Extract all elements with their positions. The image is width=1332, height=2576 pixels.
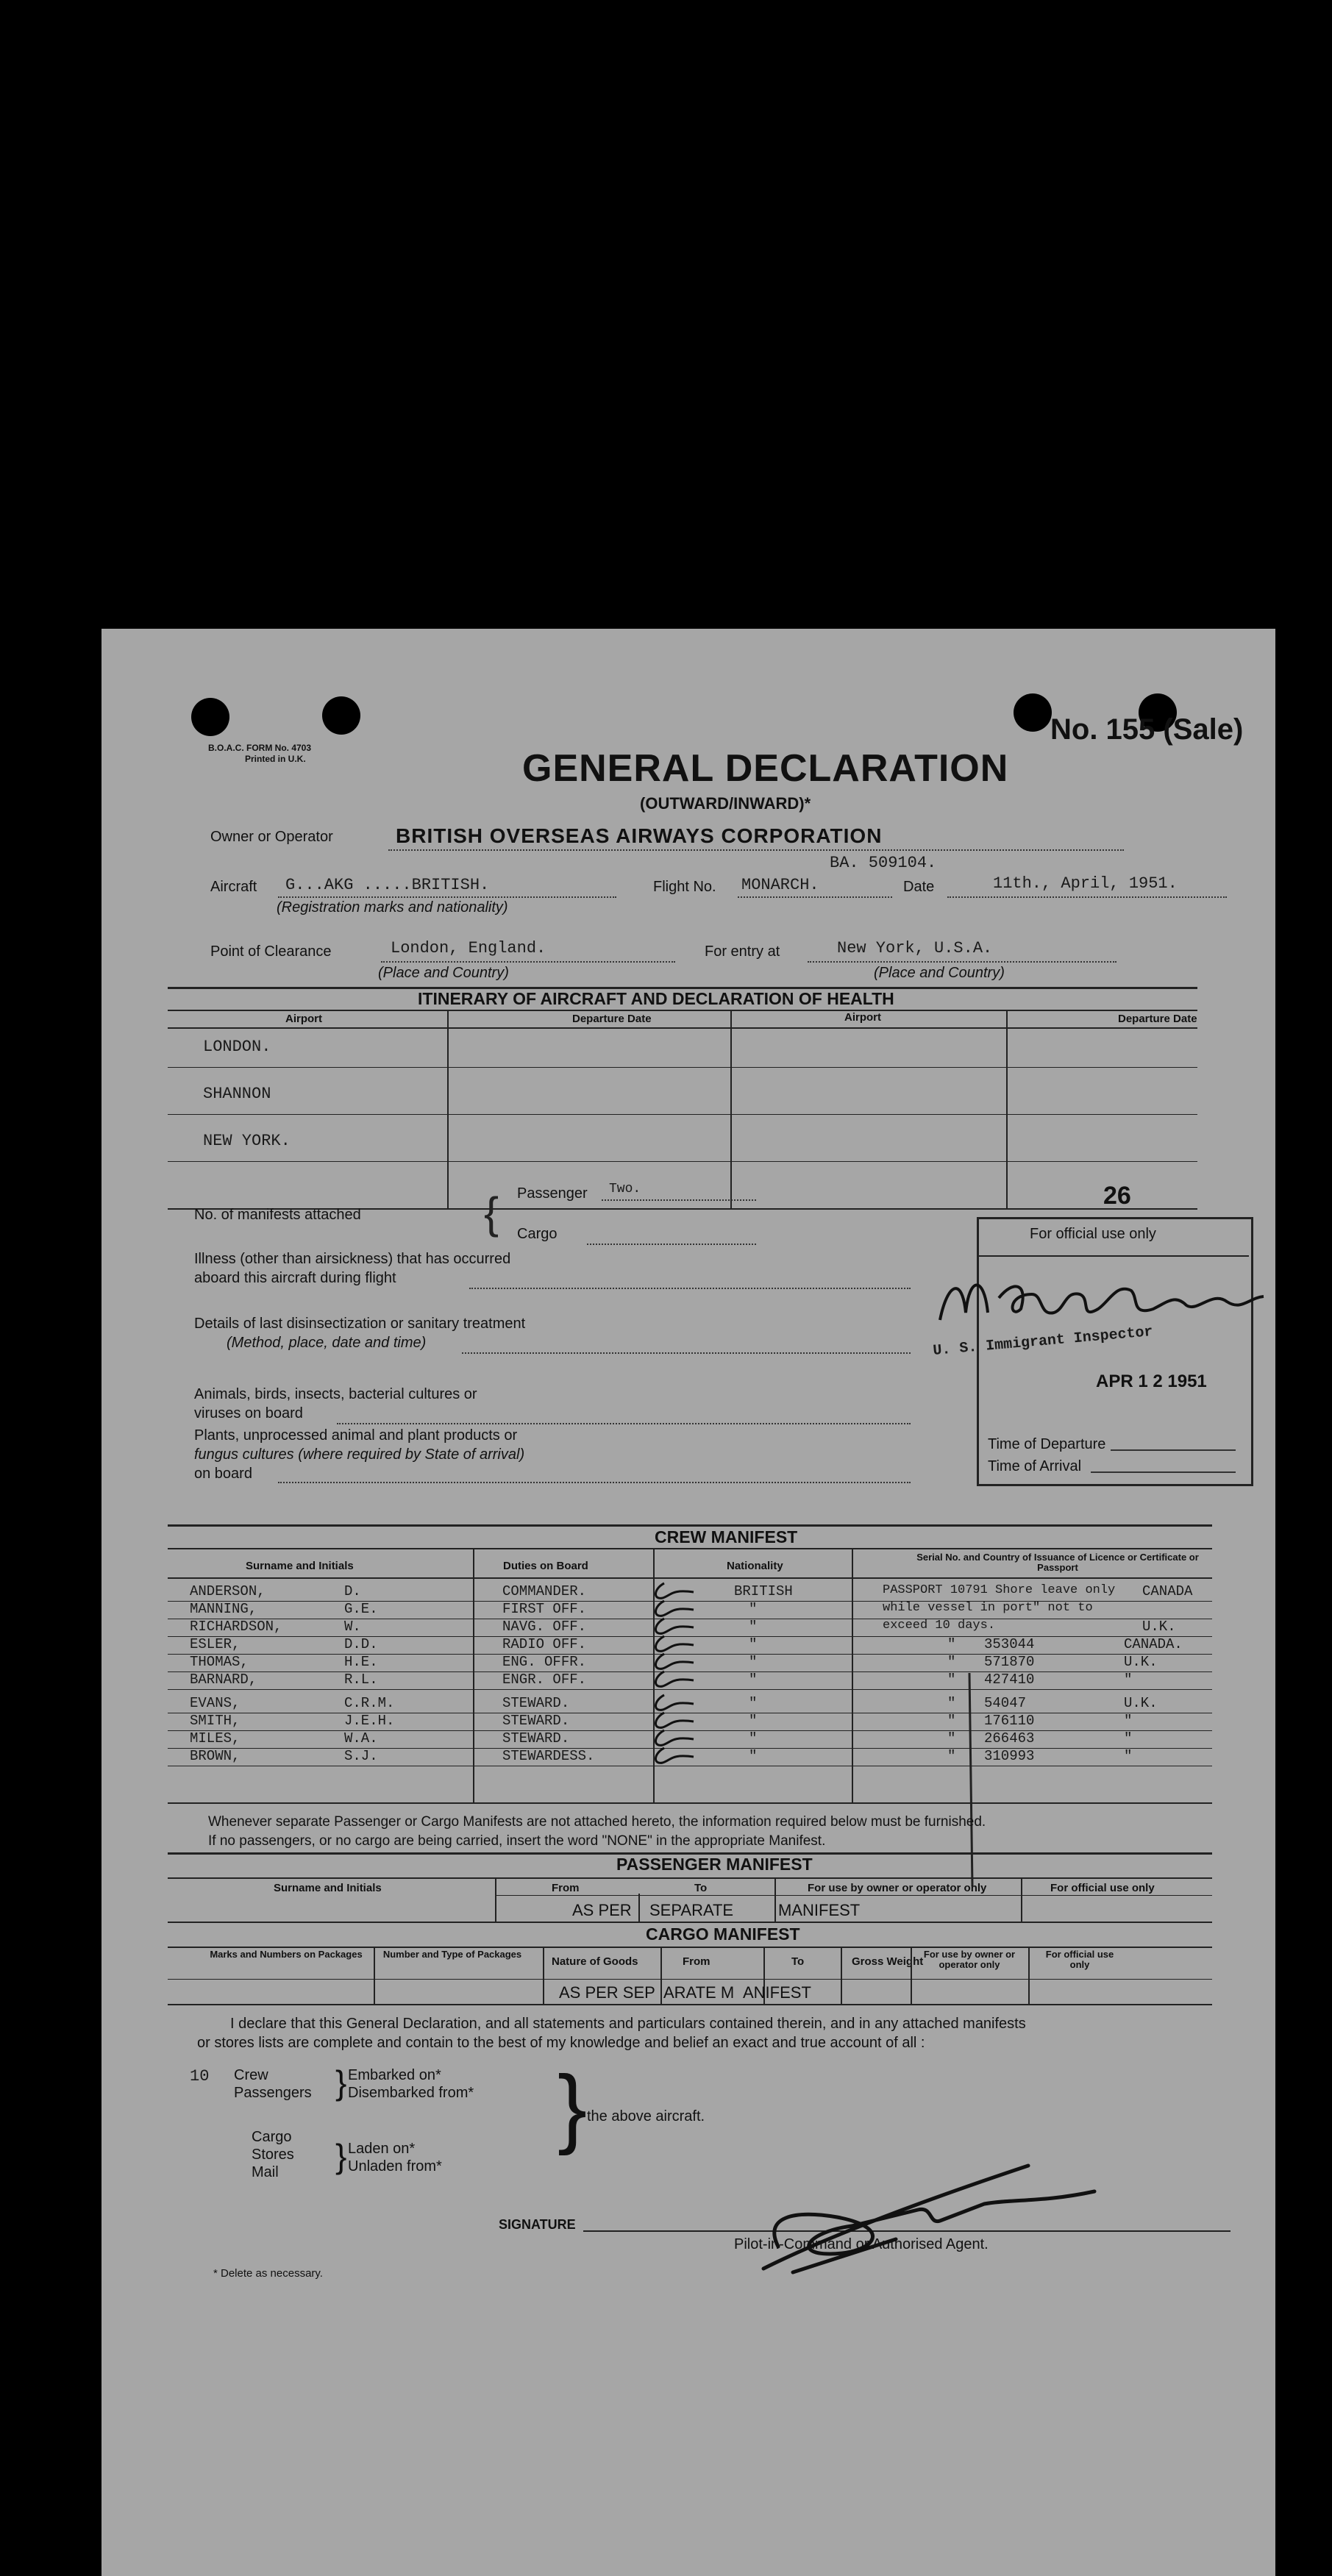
- plants-label: fungus cultures (where required by State of arrival): [194, 1446, 525, 1463]
- arrival-label: Time of Arrival: [988, 1458, 1082, 1474]
- cargo-header: To: [791, 1955, 805, 1968]
- cargo-header: From: [683, 1955, 710, 1968]
- cargo-row-cell: AS PER SEP: [559, 1983, 655, 2002]
- form-number: No. 155 (Sale): [1050, 713, 1244, 746]
- laden-label: Laden on*: [348, 2141, 416, 2157]
- crew-cell-initials: D.: [344, 1583, 361, 1599]
- itinerary-airport: LONDON.: [203, 1038, 271, 1056]
- passenger-manifest-title: PASSENGER MANIFEST: [616, 1855, 813, 1874]
- passenger-label: Passenger: [517, 1185, 588, 1202]
- passenger-row-cell: MANIFEST: [778, 1901, 861, 1919]
- ditto-mark: ": [947, 1654, 956, 1670]
- cargo-header: Gross Weight: [852, 1955, 924, 1968]
- crew-cell-nat: ": [749, 1713, 758, 1729]
- above-aircraft: the above aircraft.: [587, 2108, 705, 2124]
- illness-label: Illness (other than airsickness) that has occurred: [194, 1251, 511, 1267]
- cargo-header: For use by owner or operator only: [923, 1949, 1016, 1970]
- cargo-word: Cargo: [252, 2129, 292, 2145]
- crew-cell-surname: MILES,: [190, 1730, 241, 1747]
- crew-cell-country: CANADA.: [1124, 1636, 1183, 1652]
- cargo-header: For official use only: [1045, 1949, 1114, 1970]
- crew-cell-nat: ": [749, 1695, 758, 1711]
- crew-cell-country: ": [1124, 1748, 1133, 1764]
- cargo-header: Number and Type of Packages: [382, 1949, 522, 1960]
- check-mark-icon: [649, 1747, 701, 1769]
- punch-hole: [322, 696, 360, 735]
- passenger-header: To: [694, 1882, 708, 1894]
- clearance-sub: (Place and Country): [378, 965, 509, 981]
- crew-title: CREW MANIFEST: [655, 1527, 798, 1546]
- entry-sub: (Place and Country): [874, 965, 1005, 981]
- disinsect-label: Details of last disinsectization or sanitary treatment: [194, 1316, 526, 1332]
- crew-cell-country: U.K.: [1142, 1619, 1176, 1635]
- ditto-mark: ": [947, 1695, 956, 1711]
- passenger-header: From: [552, 1882, 580, 1894]
- crew-cell-surname: RICHARDSON,: [190, 1619, 282, 1635]
- crew-cell-serial: 176110: [984, 1713, 1035, 1729]
- crew-cell-serial: 310993: [984, 1748, 1035, 1764]
- entry-value: New York, U.S.A.: [837, 939, 993, 957]
- document-title: GENERAL DECLARATION: [522, 747, 1009, 790]
- crew-cell-surname: SMITH,: [190, 1713, 241, 1729]
- crew-cell-nat: ": [749, 1654, 758, 1670]
- passengers-word: Passengers: [234, 2085, 312, 2101]
- pilot-label: Pilot-in-Command or Authorised Agent.: [734, 2236, 989, 2252]
- crew-header: Surname and Initials: [246, 1560, 354, 1572]
- official-title: For official use only: [1030, 1226, 1156, 1242]
- crew-cell-initials: R.L.: [344, 1671, 378, 1688]
- number-26: 26: [1103, 1182, 1131, 1210]
- plants-label: Plants, unprocessed animal and plant products or: [194, 1427, 518, 1444]
- owner-label: Owner or Operator: [210, 829, 333, 845]
- crew-cell-nat: ": [749, 1601, 758, 1617]
- itinerary-airport: SHANNON: [203, 1085, 271, 1103]
- crew-header: Nationality: [727, 1560, 783, 1572]
- crew-cell-surname: EVANS,: [190, 1695, 241, 1711]
- document-page: B.O.A.C. FORM No. 4703 Printed in U.K. No. 155 (Sale) GENERAL DECLARATION (OUTWARD/INWARD)* Owner or Operator BRITISH OVERSEAS AIRWAYS CORPORATION Aircraft G...AKG .....BRITISH. (Registration marks and nationality) Flight No. BA. 509104. MONARCH. Date 11th., April, 1951. Point of Clearance London, England. (Place and Country) For entry at New York, U.S.A. (Place and Country) ITINERARY OF AIRCRAFT AND DECLARATION OF HEALTH Airport Departure Date Airport Departure Date LONDON. SHANNON NEW YORK. No. of manifests attached { Passenger Two. Cargo 26 Illness (other than airsickness) that has occurred aboard this aircraft during flight Details of last disinsectization or sanitary treatment (Method, place, date and time) Animals, birds, insects, bacterial cultures or viruses on board Plants, unprocessed animal and plant products or fungus cultures (where required by State of arrival) on board For official use only U. S. Immigrant Inspector APR 1 2 1951 Time of Departure Time of Arrival CREW MANIFEST Surname and Initials Duties on Board Nationality Serial No. and Country of Issuance of Licence or Certificate or Passport ANDERSON, D. COMMANDER. BRITISH PASSPORT 10791 Shore leave only CANADA MANNING, G.E. FIRST OFF. " while vessel in port" not to RICHARDSON, W. NAVG. OFF. " exceed 10 days. U.K. ESLER, D.D. RADIO OFF. " 353044 CANADA. " THOMAS, H.E. ENG. OFFR. " 571870 U.K. " BARNARD, R.L. ENGR. OFF. " 427410 " " EVANS, C.R.M. STEWARD. " 54047 U.K. " SMITH, J.E.H. STEWARD. " 176110 " " MILES, W.A. STEWARD. " 266463 " " BROWN, S.J. STEWARDESS. " 310993 " " Whenever separate Passenger or Cargo Manifests are not attached hereto, the information required below must be furnished. If no passengers, or no cargo are being carried, insert the word "NONE" in the appropriate Manifest. PASSENGER MANIFEST Surname and Initials From To For use by owner or operator only For official use only AS PER SEPARATE MANIFEST CARGO MANIFEST Marks and Numbers on Packages Number and Type of Packages Nature of Goods From To Gross Weight For use by owner or operator only For official use only AS PER SEP ARATE M ANIFEST I declare that this General Declaration, and all statements and particulars contained therein, and in any attached manifests or stores lists are complete and contain to the best of my knowledge and belief an exact and true account of all : 10 Crew Passengers } Embarked on* Disembarked from* Cargo Stores Mail } Laden on* Unladen from* } the above aircraft. SIGNATURE Pilot-in-Command or Authorised Agent. * Delete as necessary.: [101, 629, 1275, 2576]
- crew-cell-country: ": [1124, 1730, 1133, 1747]
- plants-label: on board: [194, 1466, 252, 1482]
- crew-cell-duty: ENGR. OFF.: [502, 1671, 587, 1688]
- passenger-header: For use by owner or operator only: [808, 1882, 987, 1894]
- crew-header: Serial No. and Country of Issuance of Licence or Certificate or Passport: [916, 1552, 1199, 1573]
- crew-cell-serial: 353044: [984, 1636, 1035, 1652]
- crew-cell-serial: while vessel in port" not to: [883, 1601, 1093, 1615]
- crew-cell-initials: J.E.H.: [344, 1713, 395, 1729]
- itinerary-header: Airport: [844, 1011, 881, 1024]
- date-value: 11th., April, 1951.: [993, 874, 1178, 893]
- owner-value: BRITISH OVERSEAS AIRWAYS CORPORATION: [396, 824, 883, 847]
- crew-cell-nat: ": [749, 1636, 758, 1652]
- clearance-label: Point of Clearance: [210, 943, 332, 960]
- ditto-mark: ": [947, 1636, 956, 1652]
- stores-word: Stores: [252, 2147, 294, 2163]
- cargo-label: Cargo: [517, 1226, 558, 1242]
- check-mark-icon: [649, 1670, 701, 1692]
- flight-above: BA. 509104.: [830, 854, 937, 872]
- crew-cell-duty: STEWARD.: [502, 1695, 570, 1711]
- footnote: * Delete as necessary.: [213, 2267, 323, 2280]
- form-code: B.O.A.C. FORM No. 4703: [208, 743, 312, 753]
- aircraft-sub: (Registration marks and nationality): [277, 899, 508, 916]
- cargo-row-cell: ANIFEST: [743, 1983, 811, 2002]
- crew-cell-serial: 266463: [984, 1730, 1035, 1747]
- passenger-row-cell: AS PER: [572, 1901, 632, 1919]
- crew-cell-serial: 54047: [984, 1695, 1027, 1711]
- embarked-label: Embarked on*: [348, 2067, 441, 2083]
- signature-label: SIGNATURE: [499, 2217, 576, 2232]
- passenger-header: For official use only: [1050, 1882, 1155, 1894]
- crew-cell-surname: THOMAS,: [190, 1654, 249, 1670]
- declaration-text: I declare that this General Declaration, and all statements and particulars contained therein, and in any attached manifests: [230, 2016, 1026, 2032]
- aircraft-label: Aircraft: [210, 879, 257, 895]
- itinerary-title: ITINERARY OF AIRCRAFT AND DECLARATION OF HEALTH: [418, 989, 894, 1008]
- disembarked-label: Disembarked from*: [348, 2085, 474, 2101]
- ditto-mark: ": [947, 1748, 956, 1764]
- crew-cell-initials: C.R.M.: [344, 1695, 395, 1711]
- declaration-text: or stores lists are complete and contain to the best of my knowledge and belief an exact and true account of all :: [197, 2035, 925, 2051]
- manifests-label: No. of manifests attached: [194, 1207, 361, 1223]
- crew-cell-initials: G.E.: [344, 1601, 378, 1617]
- crew-cell-serial: PASSPORT 10791 Shore leave only: [883, 1583, 1116, 1597]
- passenger-header: Surname and Initials: [274, 1882, 382, 1894]
- crew-word: Crew: [234, 2067, 268, 2083]
- crew-cell-serial: 427410: [984, 1671, 1035, 1688]
- inspector-handwritten-signature: [933, 1269, 1271, 1335]
- crew-cell-surname: MANNING,: [190, 1601, 257, 1617]
- crew-cell-duty: NAVG. OFF.: [502, 1619, 587, 1635]
- cargo-row-cell: ARATE M: [663, 1983, 735, 2002]
- crew-cell-nat: ": [749, 1730, 758, 1747]
- cargo-manifest-title: CARGO MANIFEST: [646, 1924, 800, 1944]
- crew-cell-duty: ENG. OFFR.: [502, 1654, 587, 1670]
- mail-word: Mail: [252, 2164, 279, 2180]
- crew-cell-duty: FIRST OFF.: [502, 1601, 587, 1617]
- animals-label: viruses on board: [194, 1405, 303, 1421]
- clearance-value: London, England.: [391, 939, 546, 957]
- cargo-header: Nature of Goods: [552, 1955, 638, 1968]
- crew-cell-nat: BRITISH: [734, 1583, 793, 1599]
- aircraft-value: G...AKG .....BRITISH.: [285, 876, 490, 894]
- animals-label: Animals, birds, insects, bacterial cultures or: [194, 1386, 477, 1402]
- crew-cell-nat: ": [749, 1748, 758, 1764]
- stamp-date: APR 1 2 1951: [1096, 1371, 1207, 1391]
- crew-cell-serial: exceed 10 days.: [883, 1619, 996, 1633]
- crew-cell-surname: ANDERSON,: [190, 1583, 266, 1599]
- crew-cell-nat: ": [749, 1619, 758, 1635]
- crew-cell-country: ": [1124, 1671, 1133, 1688]
- ditto-mark: ": [947, 1713, 956, 1729]
- inspector-stamp: U. S. Immigrant Inspector: [932, 1323, 1154, 1360]
- passenger-value: Two.: [609, 1182, 641, 1196]
- crew-cell-initials: W.: [344, 1619, 361, 1635]
- unladen-label: Unladen from*: [348, 2158, 442, 2174]
- crew-cell-country: U.K.: [1124, 1695, 1158, 1711]
- crew-cell-initials: H.E.: [344, 1654, 378, 1670]
- ditto-mark: ": [947, 1671, 956, 1688]
- crew-cell-initials: D.D.: [344, 1636, 378, 1652]
- crew-count: 10: [190, 2067, 210, 2086]
- crew-cell-nat: ": [749, 1671, 758, 1688]
- punch-hole: [1014, 693, 1052, 732]
- pilot-handwritten-signature: [749, 2158, 1116, 2283]
- crew-cell-duty: STEWARD.: [502, 1730, 570, 1747]
- illness-label: aboard this aircraft during flight: [194, 1270, 396, 1286]
- itinerary-header: Airport: [285, 1013, 322, 1025]
- document-subtitle: (OUTWARD/INWARD)*: [640, 794, 811, 813]
- crew-cell-country: U.K.: [1124, 1654, 1158, 1670]
- crew-cell-country: CANADA: [1142, 1583, 1193, 1599]
- disinsect-sub: (Method, place, date and time): [227, 1335, 427, 1351]
- date-label: Date: [903, 879, 935, 895]
- flight-value: MONARCH.: [741, 876, 819, 894]
- crew-cell-serial: 571870: [984, 1654, 1035, 1670]
- crew-cell-duty: COMMANDER.: [502, 1583, 587, 1599]
- crew-cell-duty: STEWARD.: [502, 1713, 570, 1729]
- printed-in: Printed in U.K.: [245, 754, 306, 764]
- itinerary-airport: NEW YORK.: [203, 1132, 291, 1150]
- flight-label: Flight No.: [653, 879, 716, 895]
- crew-cell-country: ": [1124, 1713, 1133, 1729]
- crew-cell-duty: STEWARDESS.: [502, 1748, 595, 1764]
- crew-cell-duty: RADIO OFF.: [502, 1636, 587, 1652]
- crew-cell-initials: W.A.: [344, 1730, 378, 1747]
- crew-cell-surname: BROWN,: [190, 1748, 241, 1764]
- itinerary-header: Departure Date: [1118, 1013, 1197, 1025]
- entry-label: For entry at: [705, 943, 780, 960]
- ditto-mark: ": [947, 1730, 956, 1747]
- departure-label: Time of Departure: [988, 1436, 1106, 1452]
- crew-cell-surname: ESLER,: [190, 1636, 241, 1652]
- crew-note: If no passengers, or no cargo are being carried, insert the word "NONE" in the appropriate Manifest.: [208, 1833, 826, 1849]
- punch-hole: [191, 698, 229, 736]
- crew-header: Duties on Board: [503, 1560, 588, 1572]
- crew-note: Whenever separate Passenger or Cargo Manifests are not attached hereto, the information required below must be furnished.: [208, 1814, 986, 1830]
- crew-cell-surname: BARNARD,: [190, 1671, 257, 1688]
- crew-cell-initials: S.J.: [344, 1748, 378, 1764]
- cargo-header: Marks and Numbers on Packages: [210, 1949, 363, 1960]
- itinerary-header: Departure Date: [572, 1013, 652, 1025]
- passenger-row-cell: SEPARATE: [649, 1901, 734, 1919]
